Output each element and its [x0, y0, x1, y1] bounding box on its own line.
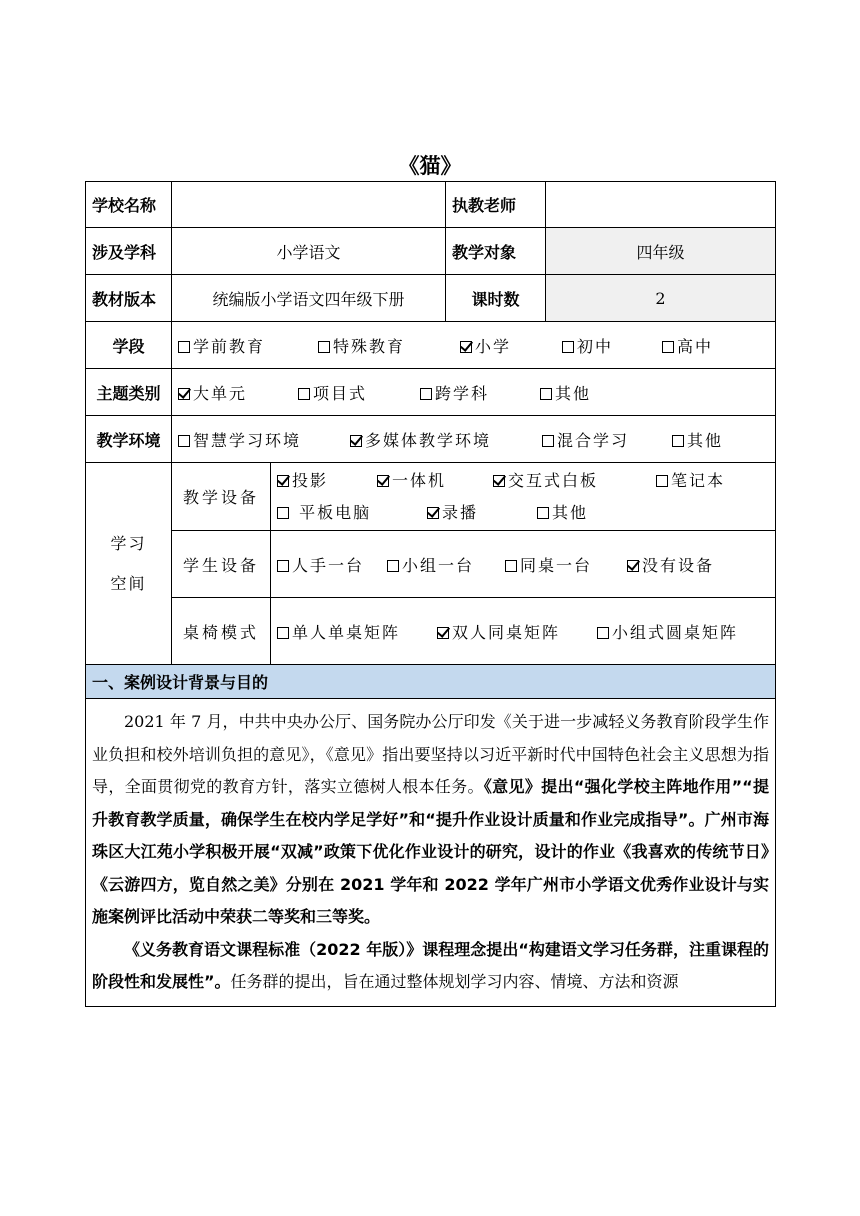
teacher-label: 执教老师 — [446, 182, 546, 228]
theme-option[interactable]: 其他 — [540, 381, 591, 404]
audience-value: 四年级 — [546, 228, 776, 275]
student-device-option[interactable]: 人手一台 — [277, 553, 387, 576]
checkbox-icon[interactable] — [537, 507, 549, 519]
theme-label: 主题类别 — [86, 369, 172, 416]
checkbox-icon[interactable] — [277, 507, 289, 519]
stage-option[interactable]: 特殊教育 — [318, 334, 460, 357]
checkbox-icon[interactable] — [672, 435, 684, 447]
hours-label: 课时数 — [446, 275, 546, 322]
school-name-value[interactable] — [172, 182, 446, 228]
row-section-body — [86, 699, 776, 1007]
row-school — [86, 182, 776, 228]
lesson-info-table — [85, 181, 776, 1007]
row-section-heading — [86, 665, 776, 699]
row-stage — [86, 322, 776, 369]
checkbox-icon[interactable] — [656, 475, 668, 487]
checkbox-icon[interactable] — [178, 341, 190, 353]
checkbox-icon[interactable] — [562, 341, 574, 353]
checkbox-icon[interactable] — [662, 341, 674, 353]
row-teaching-devices — [86, 463, 776, 531]
checkbox-icon[interactable] — [627, 560, 639, 572]
stage-option[interactable]: 初中 — [562, 334, 662, 357]
student-device-option[interactable]: 同桌一台 — [505, 553, 627, 576]
checkbox-icon[interactable] — [597, 627, 609, 639]
checkbox-icon[interactable] — [505, 560, 517, 572]
row-student-devices — [86, 531, 776, 598]
environment-option[interactable]: 混合学习 — [542, 428, 672, 451]
checkbox-icon[interactable] — [427, 507, 439, 519]
teaching-device-option[interactable]: 平板电脑 — [277, 497, 427, 529]
learning-space-label: 学习 空间 — [86, 463, 172, 665]
row-environment — [86, 416, 776, 463]
environment-option[interactable]: 其他 — [672, 428, 723, 451]
checkbox-icon[interactable] — [277, 627, 289, 639]
checkbox-icon[interactable] — [493, 475, 505, 487]
edition-value: 统编版小学语文四年级下册 — [172, 275, 446, 322]
environment-options — [172, 416, 776, 463]
environment-option[interactable]: 多媒体教学环境 — [350, 428, 542, 451]
audience-label: 教学对象 — [446, 228, 546, 275]
theme-option[interactable]: 跨学科 — [420, 381, 540, 404]
checkbox-icon[interactable] — [318, 341, 330, 353]
stage-option[interactable]: 高中 — [662, 334, 713, 357]
student-devices-options — [271, 531, 776, 598]
checkbox-icon[interactable] — [460, 341, 472, 353]
teaching-device-option[interactable]: 投影 — [277, 465, 377, 497]
checkbox-icon[interactable] — [178, 435, 190, 447]
hours-value: 2 — [546, 275, 776, 322]
teaching-device-option[interactable]: 一体机 — [377, 465, 493, 497]
student-device-option[interactable]: 小组一台 — [387, 553, 505, 576]
subject-label: 涉及学科 — [86, 228, 172, 275]
section-body — [86, 699, 776, 1007]
school-name-label: 学校名称 — [86, 182, 172, 228]
checkbox-icon[interactable] — [277, 560, 289, 572]
checkbox-icon[interactable] — [437, 627, 449, 639]
environment-option[interactable]: 智慧学习环境 — [178, 428, 350, 451]
checkbox-icon[interactable] — [298, 388, 310, 400]
stage-option[interactable]: 学前教育 — [178, 334, 318, 357]
teaching-device-option[interactable]: 笔记本 — [656, 465, 725, 497]
theme-options — [172, 369, 776, 416]
checkbox-icon[interactable] — [178, 388, 190, 400]
paragraph: 《义务教育语文课程标准（2022 年版）》课程理念提出“构建语文学习任务群，注重课程的阶段性和发展性”。任务群的提出，旨在通过整体规划学习内容、情境、方法和资源 — [92, 939, 769, 992]
teaching-device-option[interactable]: 录播 — [427, 497, 537, 529]
checkbox-icon[interactable] — [377, 475, 389, 487]
stage-option[interactable]: 小学 — [460, 334, 562, 357]
desk-mode-option[interactable]: 双人同桌矩阵 — [437, 620, 597, 643]
stage-options — [172, 322, 776, 369]
section-heading: 一、案例设计背景与目的 — [86, 665, 776, 699]
checkbox-icon[interactable] — [540, 388, 552, 400]
row-edition — [86, 275, 776, 322]
teacher-value[interactable] — [546, 182, 776, 228]
theme-option[interactable]: 项目式 — [298, 381, 420, 404]
student-device-option[interactable]: 没有设备 — [627, 553, 714, 576]
teaching-device-option[interactable]: 其他 — [537, 497, 588, 529]
row-theme — [86, 369, 776, 416]
desk-mode-option[interactable]: 单人单桌矩阵 — [277, 620, 437, 643]
student-devices-label: 学生设备 — [172, 531, 271, 598]
paragraph: 2021 年 7 月，中共中央办公厅、国务院办公厅印发《关于进一步减轻义务教育阶段学生作业负担和校外培训负担的意见》，《意见》指出要坚持以习近平新时代中国特色社会主义思想为指导，全面贯彻党的教育方针，落实立德树人根本任务。《意见》提出“强化学校主阵地作用”“提升教育教学质量，确保学生在校内学足学好”和“提升作业设计质量和作业完成指导”。广州市海珠区大江苑小学积极开展“双减”政策下优化作业设计的研究，设计的作业《我喜欢的传统节日》《云游四方，览自然之美》分别在 2021 学年和 2022 学年广州市小学语文优秀作业设计与实施案例评比活动中荣获二等奖和三等奖。 — [92, 712, 769, 927]
desk-mode-options — [271, 598, 776, 665]
teaching-devices-label: 教学设备 — [172, 463, 271, 531]
checkbox-icon[interactable] — [420, 388, 432, 400]
row-subject — [86, 228, 776, 275]
stage-label: 学段 — [86, 322, 172, 369]
checkbox-icon[interactable] — [277, 475, 289, 487]
checkbox-icon[interactable] — [542, 435, 554, 447]
row-desk-mode — [86, 598, 776, 665]
subject-value: 小学语文 — [172, 228, 446, 275]
checkbox-icon[interactable] — [350, 435, 362, 447]
desk-mode-label: 桌椅模式 — [172, 598, 271, 665]
document-title: 《猫》 — [398, 154, 462, 178]
desk-mode-option[interactable]: 小组式圆桌矩阵 — [597, 620, 738, 643]
checkbox-icon[interactable] — [387, 560, 399, 572]
teaching-devices-options — [271, 463, 776, 531]
environment-label: 教学环境 — [86, 416, 172, 463]
teaching-device-option[interactable]: 交互式白板 — [493, 465, 656, 497]
theme-option[interactable]: 大单元 — [178, 381, 298, 404]
edition-label: 教材版本 — [86, 275, 172, 322]
